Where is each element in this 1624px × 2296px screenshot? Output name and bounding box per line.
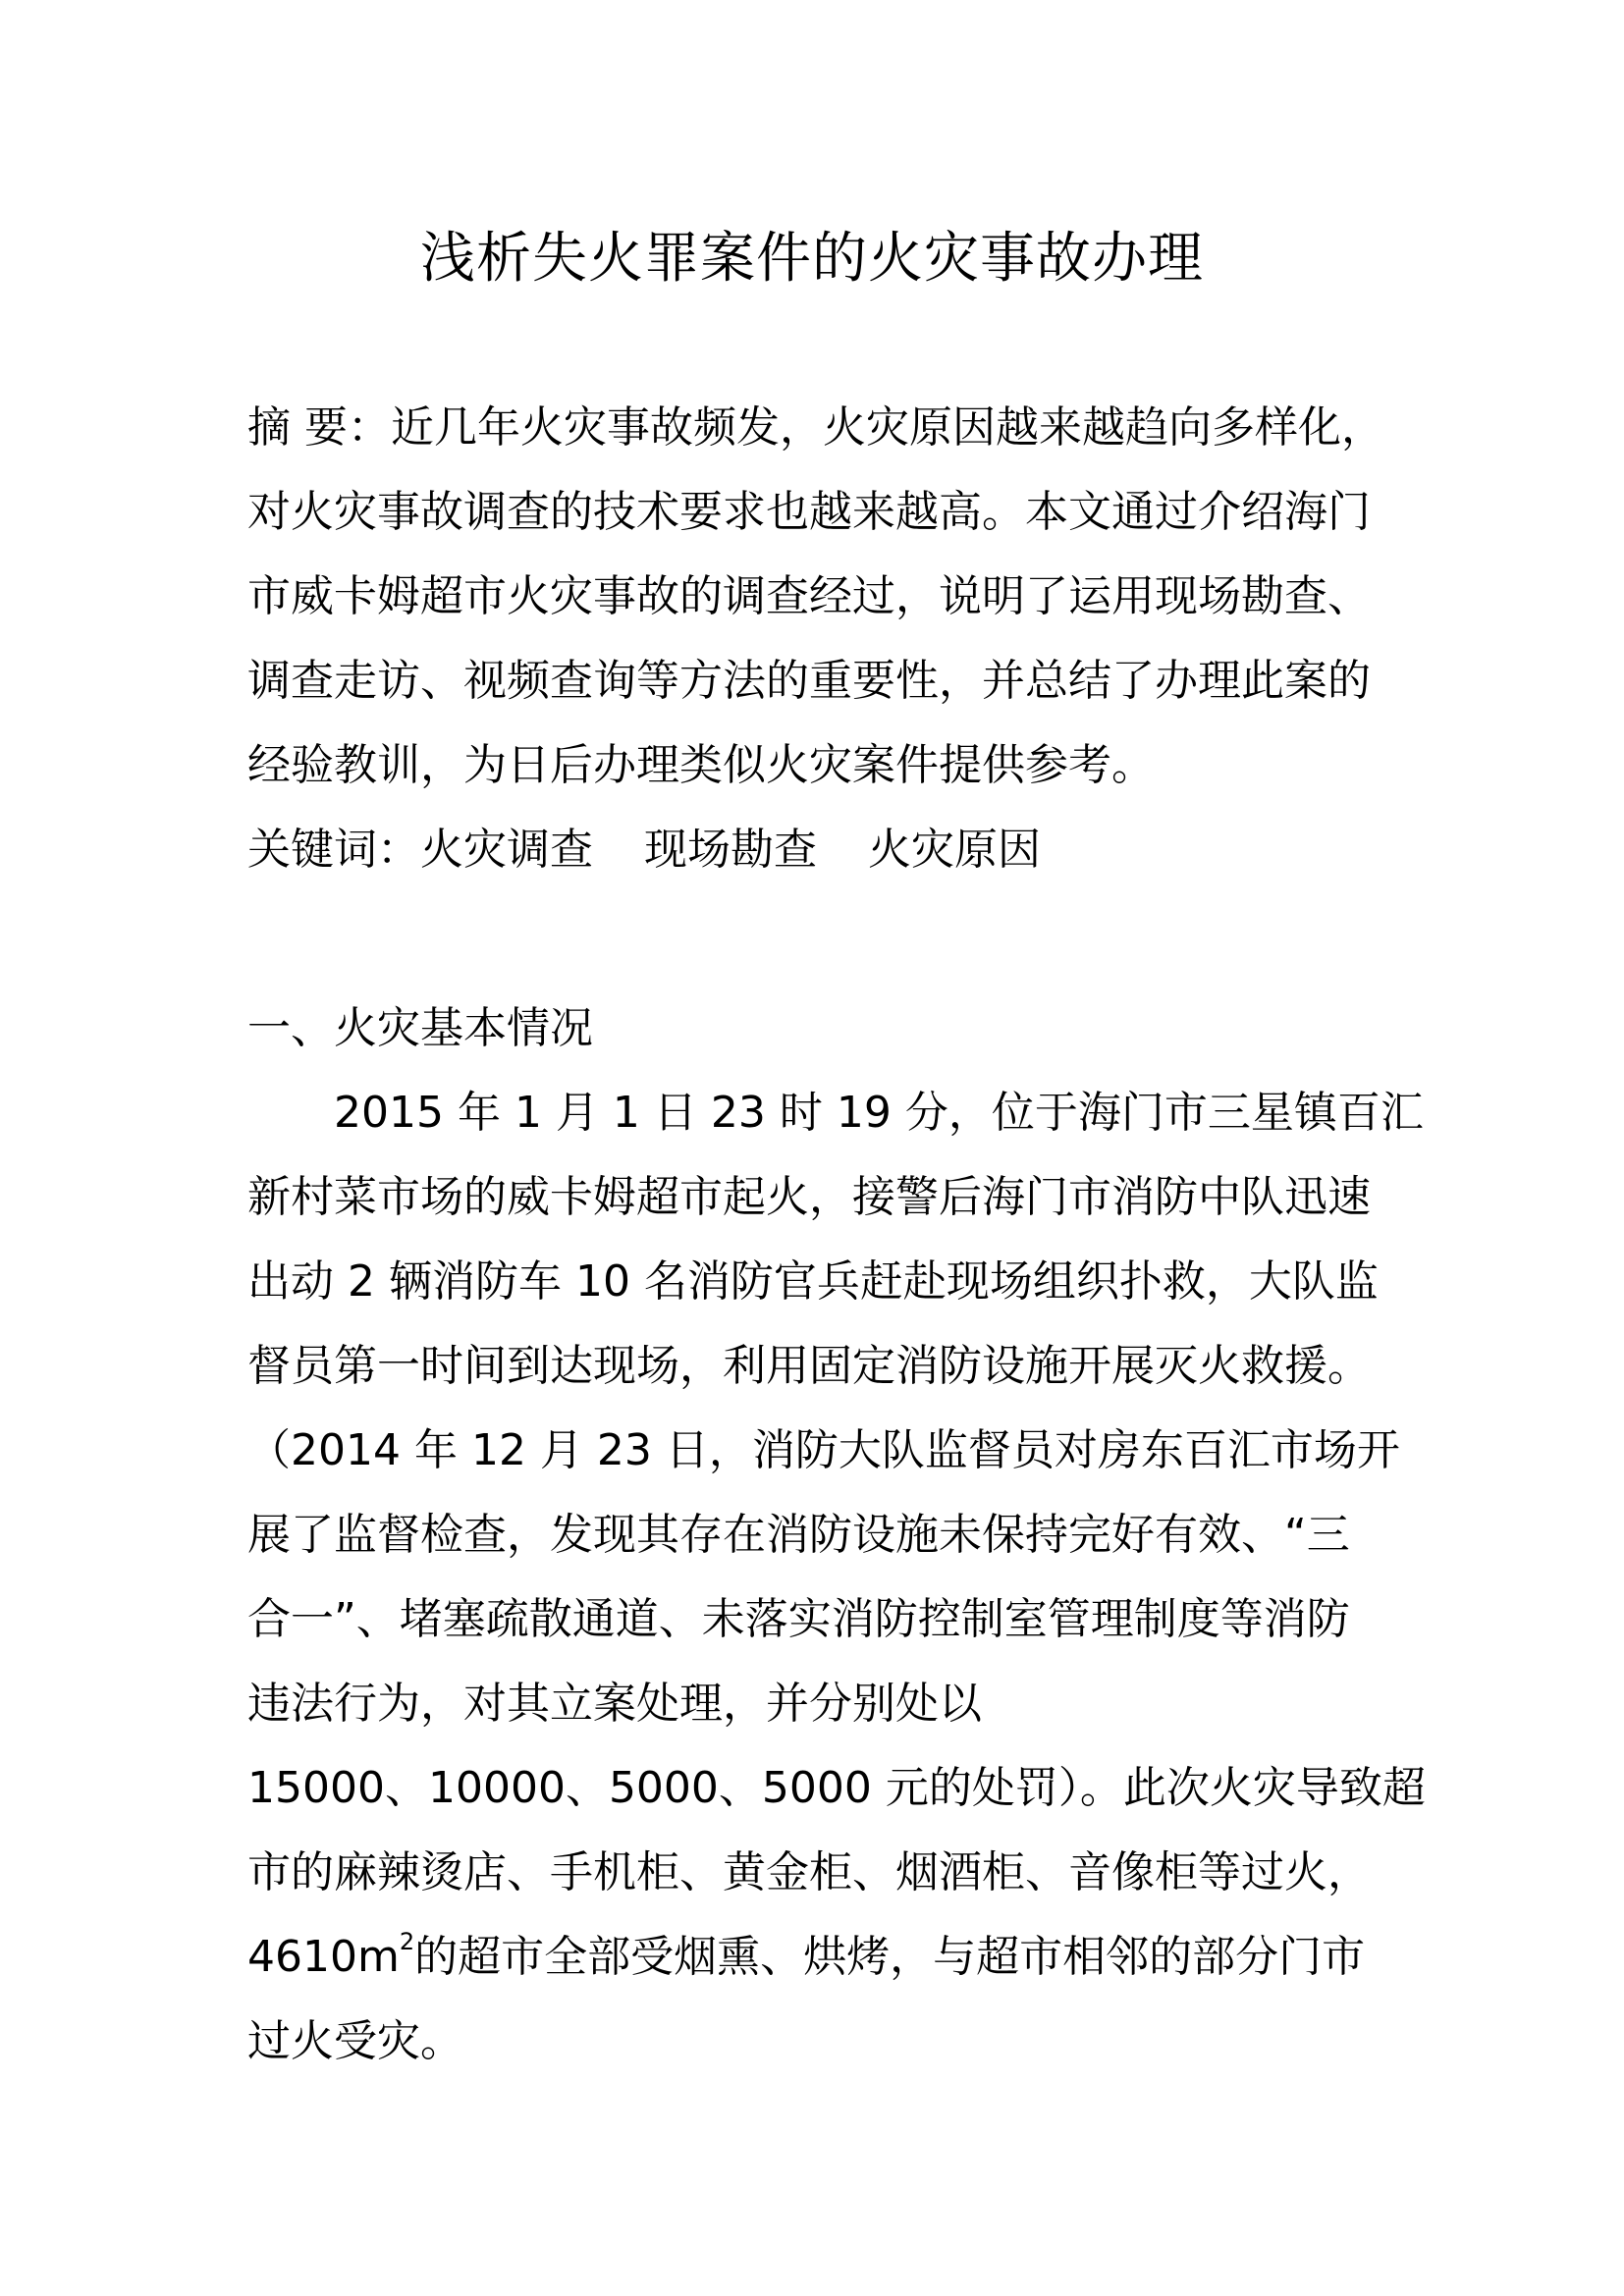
paragraph-line: 出动 2 辆消防车 10 名消防官兵赶赴现场组织扑救，大队监	[247, 1256, 1379, 1307]
paragraph-line: 新村菜市场的威卡姆超市起火，接警后海门市消防中队迅速	[247, 1172, 1371, 1222]
paragraph-line: 合一”、堵塞疏散通道、未落实消防控制室管理制度等消防	[247, 1594, 1350, 1644]
abstract-line: 摘 要：近几年火灾事故频发，火灾原因越来越趋向多样化，	[247, 402, 1384, 453]
area-value: 4610m	[247, 1932, 400, 1982]
section-1	[247, 987, 1426, 2084]
paragraph-line: 违法行为，对其立案处理，并分别处以	[247, 1679, 982, 1729]
section-heading: 一、火灾基本情况	[247, 1003, 593, 1053]
document-title: 浅析失火罪案件的火灾事故办理	[420, 227, 1204, 291]
area-superscript: 2	[399, 1928, 415, 1955]
keyword: 火灾原因	[868, 825, 1041, 875]
paragraph-line: $4610m^2$的超市全部受烟熏、烘烤，与超市相邻的部分门市	[247, 1928, 1366, 1982]
paragraph-line: 2015 年 1 月 1 日 23 时 19 分，位于海门市三星镇百汇	[334, 1088, 1424, 1138]
abstract-line: 调查走访、视频查询等方法的重要性，并总结了办理此案的	[247, 656, 1371, 706]
abstract-line: 市威卡姆超市火灾事故的调查经过，说明了运用现场勘查、	[247, 571, 1371, 621]
paragraph-line: 展了监督检查，发现其存在消防设施未保持完好有效、“三	[247, 1510, 1350, 1560]
abstract-line: 经验教训，为日后办理类似火灾案件提供参考。	[247, 740, 1155, 790]
paragraph-line: 市的麻辣烫店、手机柜、黄金柜、烟酒柜、音像柜等过火，	[247, 1847, 1371, 1897]
keywords-line	[247, 808, 1386, 892]
abstract	[247, 386, 1386, 892]
abstract-line: 对火灾事故调查的技术要求也越来越高。本文通过介绍海门	[247, 487, 1371, 537]
keyword: 火灾调查	[420, 825, 593, 875]
keyword: 现场勘查	[644, 825, 817, 875]
paragraph-line: 督员第一时间到达现场，利用固定消防设施开展灭火救援。	[247, 1341, 1371, 1391]
paragraph-line: 15000、10000、5000、5000 元的处罚）。此次火灾导致超	[247, 1763, 1426, 1813]
paragraph-line: （2014 年 12 月 23 日，消防大队监督员对房东百汇市场开	[247, 1425, 1400, 1475]
keywords-label: 关键词：	[247, 825, 420, 875]
paragraph-line: 过火受灾。	[247, 2016, 463, 2066]
